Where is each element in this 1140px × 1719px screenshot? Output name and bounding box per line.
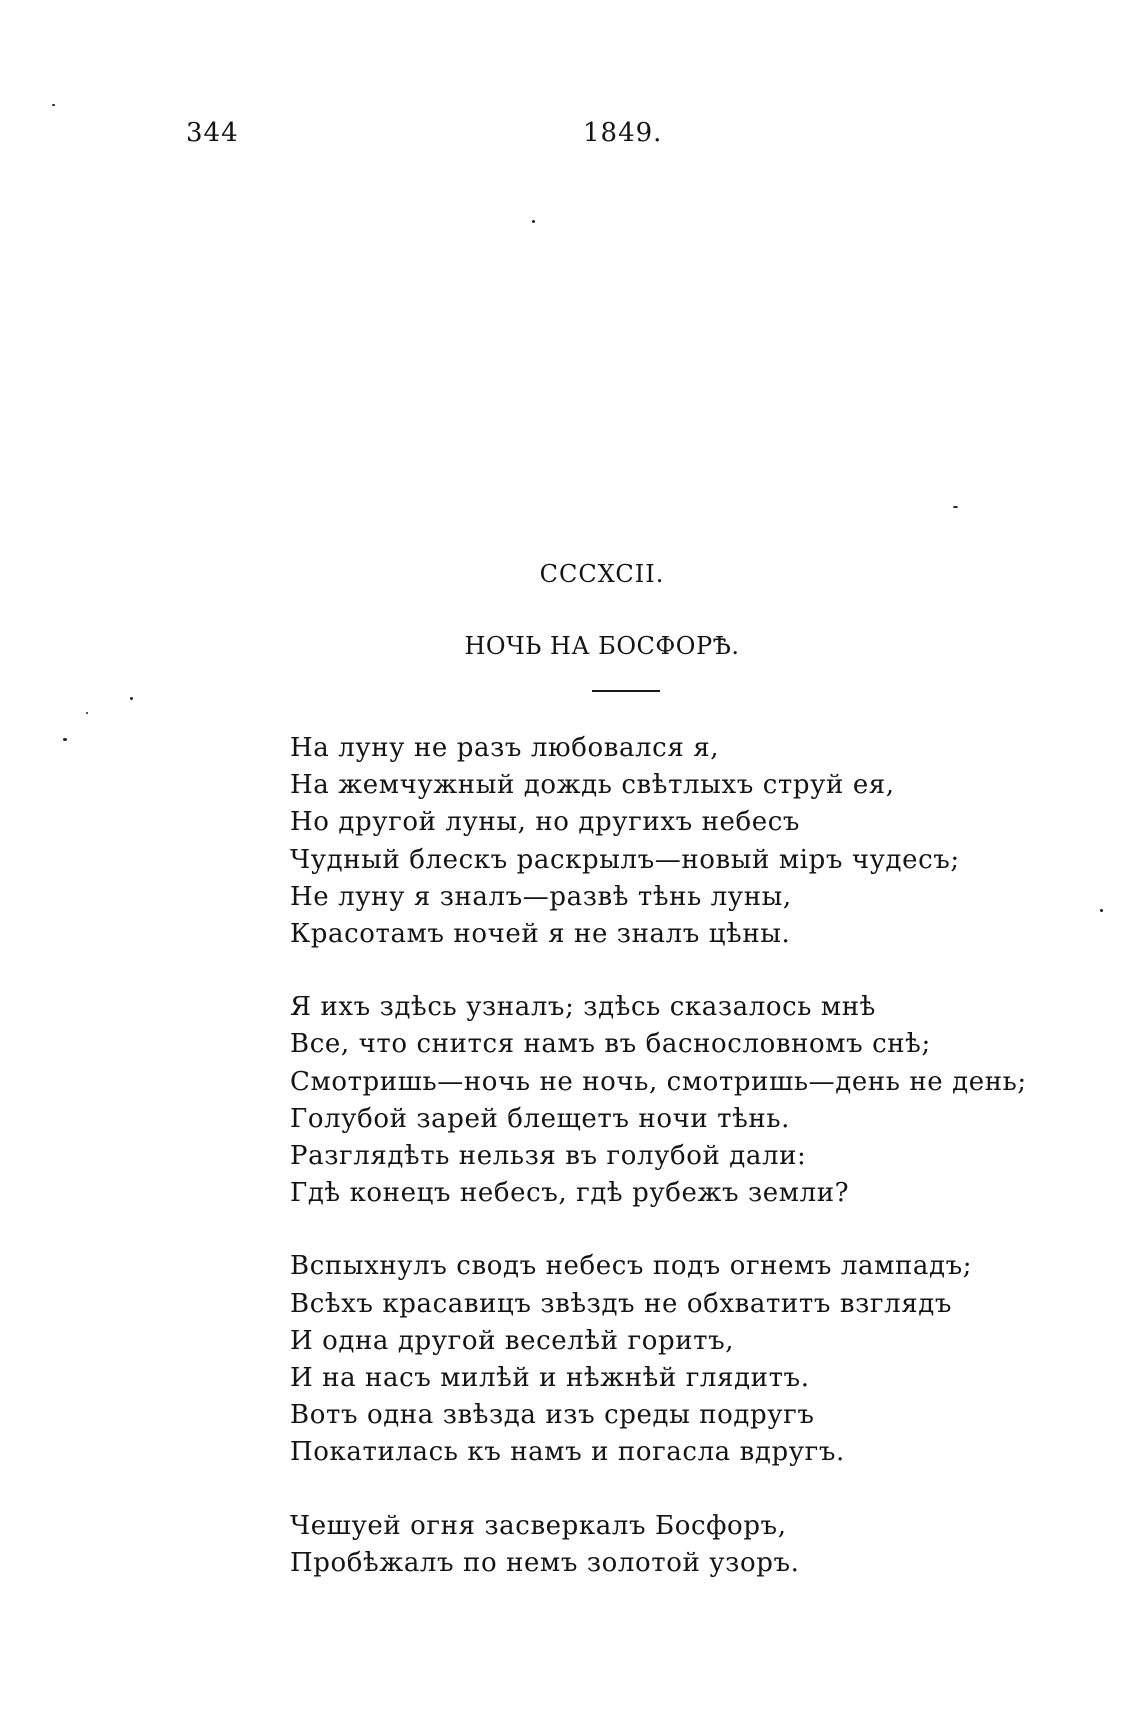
poem-line: Смотришь—ночь не ночь, смотришь—день не день; bbox=[290, 1066, 1027, 1097]
poem-line: И одна другой веселѣй горитъ, bbox=[290, 1325, 735, 1356]
page-number: 344 bbox=[186, 118, 239, 148]
poem-line: Но другой луны, но другихъ небесъ bbox=[290, 807, 801, 838]
poem-line: Не луну я зналъ—развѣ тѣнь луны, bbox=[290, 881, 792, 912]
title-rule bbox=[592, 690, 660, 692]
poem-line: Я ихъ здѣсь узналъ; здѣсь сказалось мнѣ bbox=[290, 992, 876, 1023]
poem-line: На жемчужный дождь свѣтлыхъ струй ея, bbox=[290, 770, 895, 801]
poem-title: НОЧЬ НА БОСФОРѢ. bbox=[464, 632, 740, 660]
print-speck bbox=[1100, 909, 1103, 912]
poem-line: Покатилась къ намъ и погасла вдругъ. bbox=[290, 1437, 845, 1468]
poem-line: Голубой зарей блещетъ ночи тѣнь. bbox=[290, 1103, 790, 1134]
print-speck bbox=[130, 697, 133, 700]
poem-line: Всѣхъ красавицъ звѣздъ не обхватитъ взглядъ bbox=[290, 1288, 952, 1319]
poem-line: Разглядѣть нельзя въ голубой дали: bbox=[290, 1141, 807, 1172]
poem-line: Красотамъ ночей я не зналъ цѣны. bbox=[290, 919, 791, 950]
poem-line: И на насъ милѣй и нѣжнѣй глядитъ. bbox=[290, 1363, 810, 1394]
print-speck bbox=[63, 738, 67, 741]
poem-line: Чудный блескъ раскрылъ—новый міръ чудесъ; bbox=[290, 844, 960, 875]
stanza-1 bbox=[290, 730, 1050, 953]
print-speck bbox=[953, 506, 958, 508]
poem-line: На луну не разъ любовался я, bbox=[290, 733, 720, 763]
poem-number: CCCXCII. bbox=[539, 560, 665, 588]
stanza-3 bbox=[290, 1248, 1050, 1471]
print-speck bbox=[52, 104, 55, 106]
print-speck bbox=[532, 220, 535, 223]
stanza-4 bbox=[290, 1508, 1050, 1582]
poem-line: Гдѣ конецъ небесъ, гдѣ рубежъ земли? bbox=[290, 1178, 850, 1209]
running-header-year: 1849. bbox=[583, 118, 663, 148]
poem-line: Все, что снится намъ въ баснословномъ снѣ; bbox=[290, 1029, 931, 1060]
poem-line: Пробѣжалъ по немъ золотой узоръ. bbox=[290, 1547, 800, 1578]
poem-line: Чешуей огня засверкалъ Босфоръ, bbox=[290, 1510, 787, 1541]
print-speck bbox=[86, 712, 88, 714]
poem-line: Вотъ одна звѣзда изъ среды подругъ bbox=[290, 1400, 815, 1431]
poem-line: Вспыхнулъ сводъ небесъ подъ огнемъ лампадъ; bbox=[290, 1251, 973, 1282]
running-header bbox=[0, 118, 1140, 158]
poem-body bbox=[290, 730, 1050, 1618]
stanza-2 bbox=[290, 989, 1050, 1212]
